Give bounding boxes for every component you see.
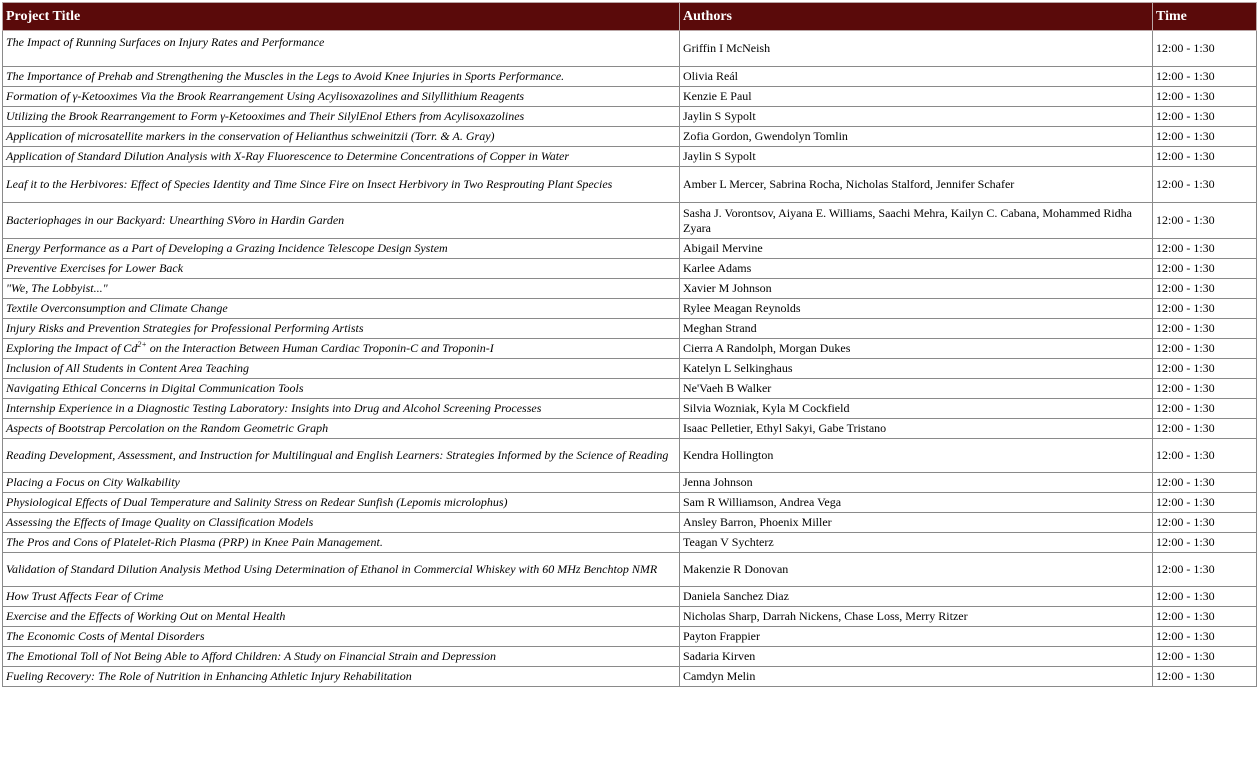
table-row: [3, 127, 1257, 147]
header-project-title: Project Title: [3, 3, 680, 31]
table-row: [3, 513, 1257, 533]
table-row: [3, 359, 1257, 379]
authors: Daniela Sanchez Diaz: [680, 587, 1153, 607]
table-row: [3, 279, 1257, 299]
table-row: [3, 493, 1257, 513]
project-title: Internship Experience in a Diagnostic Testing Laboratory: Insights into Drug and Alcohol Screening Processes: [3, 399, 680, 419]
header-authors: Authors: [680, 3, 1153, 31]
table-row: [3, 167, 1257, 203]
time: 12:00 - 1:30: [1153, 627, 1257, 647]
project-title: Reading Development, Assessment, and Instruction for Multilingual and English Learners: Strategies Informed by the Science of Reading: [3, 439, 680, 473]
table-row: [3, 419, 1257, 439]
time: 12:00 - 1:30: [1153, 587, 1257, 607]
project-title: The Emotional Toll of Not Being Able to Afford Children: A Study on Financial Strain and Depression: [3, 647, 680, 667]
project-title: Navigating Ethical Concerns in Digital Communication Tools: [3, 379, 680, 399]
project-title: Preventive Exercises for Lower Back: [3, 259, 680, 279]
project-title: Bacteriophages in our Backyard: Unearthing SVoro in Hardin Garden: [3, 203, 680, 239]
project-title: Utilizing the Brook Rearrangement to Form γ-Ketooximes and Their SilylEnol Ethers from Acylisoxazolines: [3, 107, 680, 127]
time: 12:00 - 1:30: [1153, 379, 1257, 399]
time: 12:00 - 1:30: [1153, 647, 1257, 667]
authors: Katelyn L Selkinghaus: [680, 359, 1153, 379]
authors: Silvia Wozniak, Kyla M Cockfield: [680, 399, 1153, 419]
time: 12:00 - 1:30: [1153, 107, 1257, 127]
authors: Rylee Meagan Reynolds: [680, 299, 1153, 319]
header-row: [3, 3, 1257, 31]
authors: Zofia Gordon, Gwendolyn Tomlin: [680, 127, 1153, 147]
table-row: [3, 203, 1257, 239]
time: 12:00 - 1:30: [1153, 419, 1257, 439]
project-title: Fueling Recovery: The Role of Nutrition in Enhancing Athletic Injury Rehabilitation: [3, 667, 680, 687]
project-title: Validation of Standard Dilution Analysis Method Using Determination of Ethanol in Commercial Whiskey with 60 MHz Benchtop NMR: [3, 553, 680, 587]
time: 12:00 - 1:30: [1153, 667, 1257, 687]
time: 12:00 - 1:30: [1153, 399, 1257, 419]
authors: Camdyn Melin: [680, 667, 1153, 687]
project-title: Inclusion of All Students in Content Area Teaching: [3, 359, 680, 379]
time: 12:00 - 1:30: [1153, 553, 1257, 587]
time: 12:00 - 1:30: [1153, 299, 1257, 319]
authors: Jenna Johnson: [680, 473, 1153, 493]
time: 12:00 - 1:30: [1153, 203, 1257, 239]
authors: Abigail Mervine: [680, 239, 1153, 259]
authors: Makenzie R Donovan: [680, 553, 1153, 587]
authors: Xavier M Johnson: [680, 279, 1153, 299]
project-title: Textile Overconsumption and Climate Change: [3, 299, 680, 319]
time: 12:00 - 1:30: [1153, 513, 1257, 533]
table-row: [3, 67, 1257, 87]
authors: Cierra A Randolph, Morgan Dukes: [680, 339, 1153, 359]
authors: Kenzie E Paul: [680, 87, 1153, 107]
authors: Ansley Barron, Phoenix Miller: [680, 513, 1153, 533]
table-row: [3, 647, 1257, 667]
project-title: Leaf it to the Herbivores: Effect of Species Identity and Time Since Fire on Insect Herbivory in Two Resprouting Plant Species: [3, 167, 680, 203]
time: 12:00 - 1:30: [1153, 473, 1257, 493]
table-row: [3, 587, 1257, 607]
time: 12:00 - 1:30: [1153, 147, 1257, 167]
authors: Olivia Reál: [680, 67, 1153, 87]
authors: Jaylin S Sypolt: [680, 147, 1153, 167]
table-row: [3, 107, 1257, 127]
project-title: [3, 339, 680, 359]
authors: Nicholas Sharp, Darrah Nickens, Chase Loss, Merry Ritzer: [680, 607, 1153, 627]
schedule-table: [2, 2, 1257, 687]
time: 12:00 - 1:30: [1153, 67, 1257, 87]
authors: Karlee Adams: [680, 259, 1153, 279]
project-title: How Trust Affects Fear of Crime: [3, 587, 680, 607]
authors: Jaylin S Sypolt: [680, 107, 1153, 127]
time: 12:00 - 1:30: [1153, 167, 1257, 203]
project-title: The Importance of Prehab and Strengthening the Muscles in the Legs to Avoid Knee Injuries in Sports Performance.: [3, 67, 680, 87]
time: 12:00 - 1:30: [1153, 87, 1257, 107]
authors: Amber L Mercer, Sabrina Rocha, Nicholas Stalford, Jennifer Schafer: [680, 167, 1153, 203]
project-title: "We, The Lobbyist...": [3, 279, 680, 299]
project-title: The Pros and Cons of Platelet-Rich Plasma (PRP) in Knee Pain Management.: [3, 533, 680, 553]
project-title: Injury Risks and Prevention Strategies for Professional Performing Artists: [3, 319, 680, 339]
authors: Meghan Strand: [680, 319, 1153, 339]
time: 12:00 - 1:30: [1153, 533, 1257, 553]
table-row: [3, 147, 1257, 167]
project-title: Assessing the Effects of Image Quality on Classification Models: [3, 513, 680, 533]
project-title: The Impact of Running Surfaces on Injury Rates and Performance: [3, 31, 680, 67]
authors: Sam R Williamson, Andrea Vega: [680, 493, 1153, 513]
table-row: [3, 553, 1257, 587]
project-title-post: on the Interaction Between Human Cardiac Troponin-C and Troponin-I: [146, 341, 494, 355]
time: 12:00 - 1:30: [1153, 239, 1257, 259]
table-row: [3, 399, 1257, 419]
time: 12:00 - 1:30: [1153, 439, 1257, 473]
table-row: [3, 31, 1257, 67]
table-row: [3, 473, 1257, 493]
table-row: [3, 299, 1257, 319]
project-title: Placing a Focus on City Walkability: [3, 473, 680, 493]
header-time: Time: [1153, 3, 1257, 31]
authors: Isaac Pelletier, Ethyl Sakyi, Gabe Tristano: [680, 419, 1153, 439]
time: 12:00 - 1:30: [1153, 259, 1257, 279]
table-row: [3, 239, 1257, 259]
table-row: [3, 627, 1257, 647]
authors: Ne'Vaeh B Walker: [680, 379, 1153, 399]
project-title: Application of microsatellite markers in the conservation of Helianthus schweinitzii (Torr. & A. Gray): [3, 127, 680, 147]
project-title: The Economic Costs of Mental Disorders: [3, 627, 680, 647]
project-title: Exercise and the Effects of Working Out on Mental Health: [3, 607, 680, 627]
time: 12:00 - 1:30: [1153, 607, 1257, 627]
time: 12:00 - 1:30: [1153, 359, 1257, 379]
authors: Kendra Hollington: [680, 439, 1153, 473]
time: 12:00 - 1:30: [1153, 319, 1257, 339]
time: 12:00 - 1:30: [1153, 31, 1257, 67]
time: 12:00 - 1:30: [1153, 339, 1257, 359]
authors: Sasha J. Vorontsov, Aiyana E. Williams, Saachi Mehra, Kailyn C. Cabana, Mohammed Ridha Zyara: [680, 203, 1153, 239]
authors: Payton Frappier: [680, 627, 1153, 647]
authors: Teagan V Sychterz: [680, 533, 1153, 553]
table-row: [3, 339, 1257, 359]
table-row: [3, 607, 1257, 627]
project-title-pre: Exploring the Impact of Cd: [6, 341, 138, 355]
project-title: Energy Performance as a Part of Developing a Grazing Incidence Telescope Design System: [3, 239, 680, 259]
table-row: [3, 319, 1257, 339]
project-title-superscript: 2+: [137, 340, 147, 349]
time: 12:00 - 1:30: [1153, 127, 1257, 147]
table-row: [3, 667, 1257, 687]
time: 12:00 - 1:30: [1153, 279, 1257, 299]
schedule-table-container: [2, 2, 1256, 687]
table-row: [3, 533, 1257, 553]
time: 12:00 - 1:30: [1153, 493, 1257, 513]
table-row: [3, 439, 1257, 473]
authors: Sadaria Kirven: [680, 647, 1153, 667]
table-row: [3, 87, 1257, 107]
project-title: Formation of γ-Ketooximes Via the Brook Rearrangement Using Acylisoxazolines and Silyllithium Reagents: [3, 87, 680, 107]
project-title: Application of Standard Dilution Analysis with X-Ray Fluorescence to Determine Concentrations of Copper in Water: [3, 147, 680, 167]
project-title: Aspects of Bootstrap Percolation on the Random Geometric Graph: [3, 419, 680, 439]
authors: Griffin I McNeish: [680, 31, 1153, 67]
project-title: Physiological Effects of Dual Temperature and Salinity Stress on Redear Sunfish (Lepomis microlophus): [3, 493, 680, 513]
table-row: [3, 259, 1257, 279]
table-row: [3, 379, 1257, 399]
